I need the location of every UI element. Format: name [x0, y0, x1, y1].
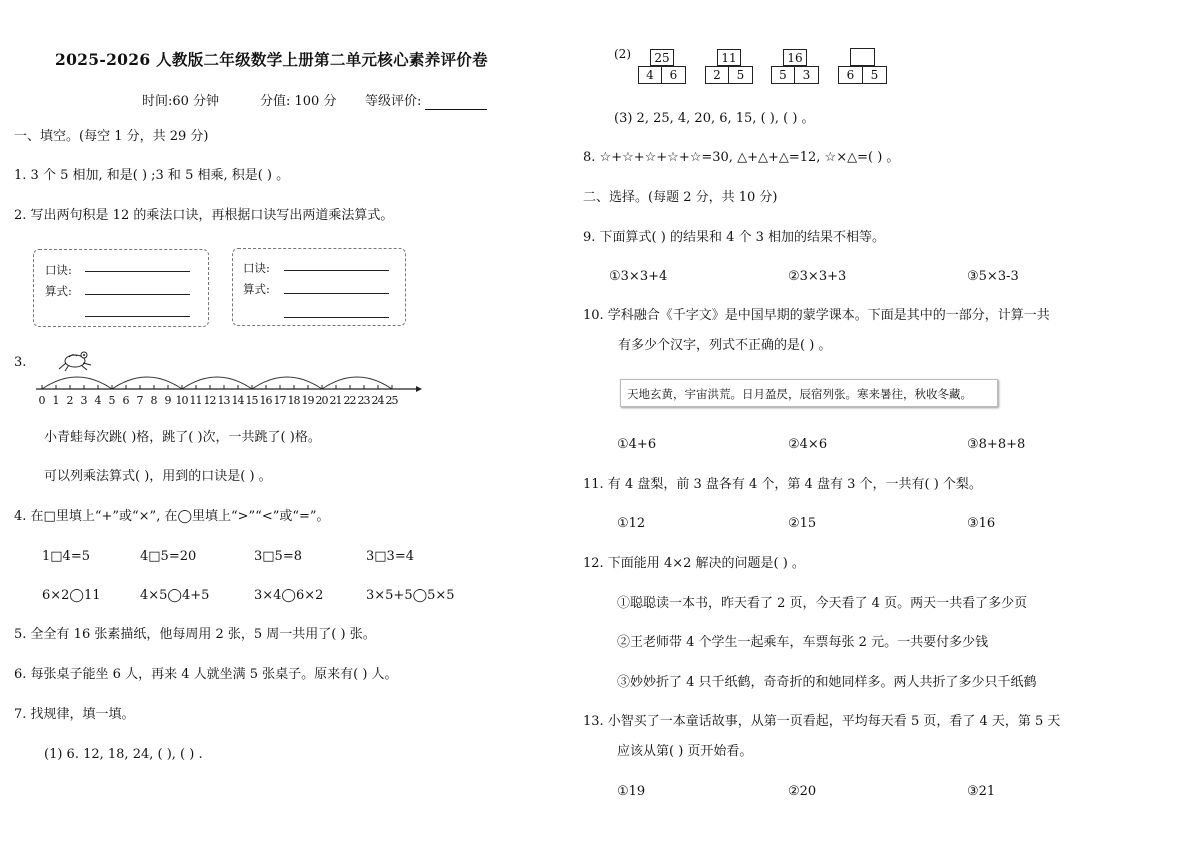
q10-option-1[interactable]: ①4+6: [617, 437, 657, 452]
frog-icon: [59, 352, 91, 371]
tick-label: 16: [259, 394, 273, 407]
tick-label: 20: [315, 394, 329, 407]
tick-label: 8: [150, 394, 158, 407]
box1-formula-line-2[interactable]: [85, 316, 190, 317]
tick-label: 11: [189, 394, 203, 407]
exam-time: 时间:60 分钟: [142, 94, 220, 109]
section-2-heading: 二、选择。(每题 2 分，共 10 分): [583, 190, 778, 205]
question-5: 5. 全全有 16 张素描纸，他每周用 2 张，5 周一共用了( ) 张。: [14, 627, 376, 642]
tick-label: 3: [80, 394, 88, 407]
question-2: 2. 写出两句积是 12 的乘法口诀，再根据口诀写出两道乘法算式。: [14, 208, 394, 223]
q4-row2-item-4: 3×5+5◯5×5: [366, 588, 455, 603]
q4-row1-item-1: 1□4=5: [42, 549, 90, 564]
qianziwen-excerpt: 天地玄黄，宇宙洪荒。日月盈昃，辰宿列张。寒来暑往，秋收冬藏。: [620, 379, 998, 407]
box1-rhyme-label: 口诀:: [45, 263, 72, 277]
pyramid-3-top: 16: [783, 49, 807, 66]
tick-label: 15: [245, 394, 259, 407]
question-4: 4. 在□里填上“+”或“×”, 在◯里填上“>”“<”或“=”。: [14, 509, 330, 524]
question-1: 1. 3 个 5 相加, 和是( ) ;3 和 5 相乘, 积是( ) 。: [14, 168, 290, 183]
grade-label: 等级评价:: [365, 94, 422, 109]
pyramid-2-right: 5: [728, 66, 753, 84]
tick-label: 19: [301, 394, 315, 407]
tick-label: 10: [175, 394, 189, 407]
pyramid-3-left: 5: [771, 66, 795, 84]
question-11: 11. 有 4 盘梨，前 3 盘各有 4 个，第 4 盘有 3 个，一共有( ) 个梨。: [583, 477, 982, 492]
pyramid-2-top: 11: [717, 49, 741, 66]
q4-row2-item-2: 4×5◯4+5: [140, 588, 210, 603]
pyramid-1-top: 25: [650, 49, 674, 66]
box2-rhyme-line[interactable]: [284, 270, 389, 271]
q9-option-3[interactable]: ③5×3-3: [967, 269, 1019, 284]
pyramid-1-left: 4: [638, 66, 662, 84]
tick-label: 22: [343, 394, 357, 407]
q12-option-2[interactable]: ②王老师带 4 个学生一起乘车，车票每张 2 元。一共要付多少钱: [617, 635, 989, 650]
question-3b: 可以列乘法算式( )，用到的口诀是( ) 。: [44, 469, 272, 484]
tick-label: 5: [108, 394, 116, 407]
box1-formula-label: 算式:: [45, 284, 72, 298]
tick-label: 25: [385, 394, 399, 407]
q11-option-2[interactable]: ②15: [788, 516, 817, 531]
box1-rhyme-line[interactable]: [85, 271, 190, 272]
tick-label: 13: [217, 394, 231, 407]
question-13-line-2: 应该从第( ) 页开始看。: [617, 744, 753, 759]
page-title: 2025-2026 人教版二年级数学上册第二单元核心素养评价卷: [55, 50, 488, 69]
q12-option-3[interactable]: ③妙妙折了 4 只千纸鹤，奇奇折的和她同样多。两人共折了多少只千纸鹤: [617, 675, 1037, 690]
question-8: 8. ☆+☆+☆+☆+☆=30, △+△+△=12, ☆×△=( ) 。: [583, 150, 900, 165]
pyramid-3-right: 3: [794, 66, 819, 84]
q9-option-2[interactable]: ②3×3+3: [788, 269, 847, 284]
tick-label: 12: [203, 394, 217, 407]
pyramid-4-right: 5: [862, 66, 887, 84]
q9-option-1[interactable]: ①3×3+4: [609, 269, 668, 284]
pyramid-1-right: 6: [661, 66, 686, 84]
question-3a: 小青蛙每次跳( )格，跳了( )次，一共跳了( )格。: [44, 430, 321, 445]
box2-formula-label: 算式:: [243, 282, 270, 296]
question-7: 7. 找规律，填一填。: [14, 707, 135, 722]
tick-label: 0: [38, 394, 46, 407]
question-13-line-1: 13. 小智买了一本童话故事，从第一页看起，平均每天看 5 页，看了 4 天，第 5 天: [583, 714, 1061, 729]
section-1-heading: 一、填空。(每空 1 分，共 29 分): [14, 129, 209, 144]
tick-label: 21: [329, 394, 343, 407]
q10-option-2[interactable]: ②4×6: [788, 437, 828, 452]
q4-row2-item-3: 3×4◯6×2: [254, 588, 324, 603]
tick-label: 24: [371, 394, 385, 407]
tick-marks: [42, 385, 392, 389]
tick-label: 17: [273, 394, 287, 407]
grade-blank[interactable]: [425, 95, 487, 110]
q4-row1-item-3: 3□5=8: [254, 549, 302, 564]
q11-option-3[interactable]: ③16: [967, 516, 996, 531]
q11-option-1[interactable]: ①12: [617, 516, 646, 531]
question-12: 12. 下面能用 4×2 解决的问题是( ) 。: [583, 556, 805, 571]
question-9: 9. 下面算式( ) 的结果和 4 个 3 相加的结果不相等。: [583, 230, 886, 245]
tick-label: 6: [122, 394, 130, 407]
tick-label: 9: [164, 394, 172, 407]
box1-formula-line-1[interactable]: [85, 294, 190, 295]
tick-label: 23: [357, 394, 371, 407]
jump-arcs: [42, 377, 392, 389]
q12-option-1[interactable]: ①聪聪读一本书，昨天看了 2 页，今天看了 4 页。两天一共看了多少页: [617, 596, 1028, 611]
q10-option-3[interactable]: ③8+8+8: [967, 437, 1026, 452]
exam-score: 分值: 100 分: [260, 94, 337, 109]
axis-arrow: [416, 386, 422, 392]
tick-labels: [39, 394, 399, 407]
question-10-line-2: 有多少个汉字，列式不正确的是( ) 。: [618, 338, 832, 353]
pyramid-4-top[interactable]: [850, 48, 875, 66]
question-6: 6. 每张桌子能坐 6 人，再来 4 人就坐满 5 张桌子。原来有( ) 人。: [14, 667, 398, 682]
question-10-line-1: 10. 学科融合《千字文》是中国早期的蒙学课本。下面是其中的一部分，计算一共: [583, 308, 1050, 323]
q13-option-3[interactable]: ③21: [967, 784, 996, 799]
exam-grade: [365, 94, 487, 110]
tick-label: 1: [52, 394, 60, 407]
question-3: 3.: [14, 355, 27, 370]
tick-label: 4: [94, 394, 102, 407]
q13-option-1[interactable]: ①19: [617, 784, 646, 799]
tick-label: 14: [231, 394, 245, 407]
pyramid-4-left: 6: [838, 66, 863, 84]
q4-row1-item-4: 3□3=4: [366, 549, 414, 564]
pyramid-2-left: 2: [705, 66, 729, 84]
tick-label: 2: [66, 394, 74, 407]
question-7a: (1) 6. 12, 18, 24, ( ), ( ) .: [44, 747, 203, 762]
q4-row1-item-2: 4□5=20: [140, 549, 197, 564]
box2-formula-line-2[interactable]: [284, 317, 389, 318]
q13-option-2[interactable]: ②20: [788, 784, 817, 799]
box2-rhyme-label: 口诀:: [243, 261, 270, 275]
tick-label: 18: [287, 394, 301, 407]
question-7c: (3) 2, 25, 4, 20, 6, 15, ( ), ( ) 。: [614, 111, 815, 126]
number-line: [30, 346, 425, 408]
box2-formula-line-1[interactable]: [284, 293, 389, 294]
tick-label: 7: [136, 394, 144, 407]
question-7b-label: (2): [614, 47, 631, 61]
q4-row2-item-1: 6×2◯11: [42, 588, 101, 603]
